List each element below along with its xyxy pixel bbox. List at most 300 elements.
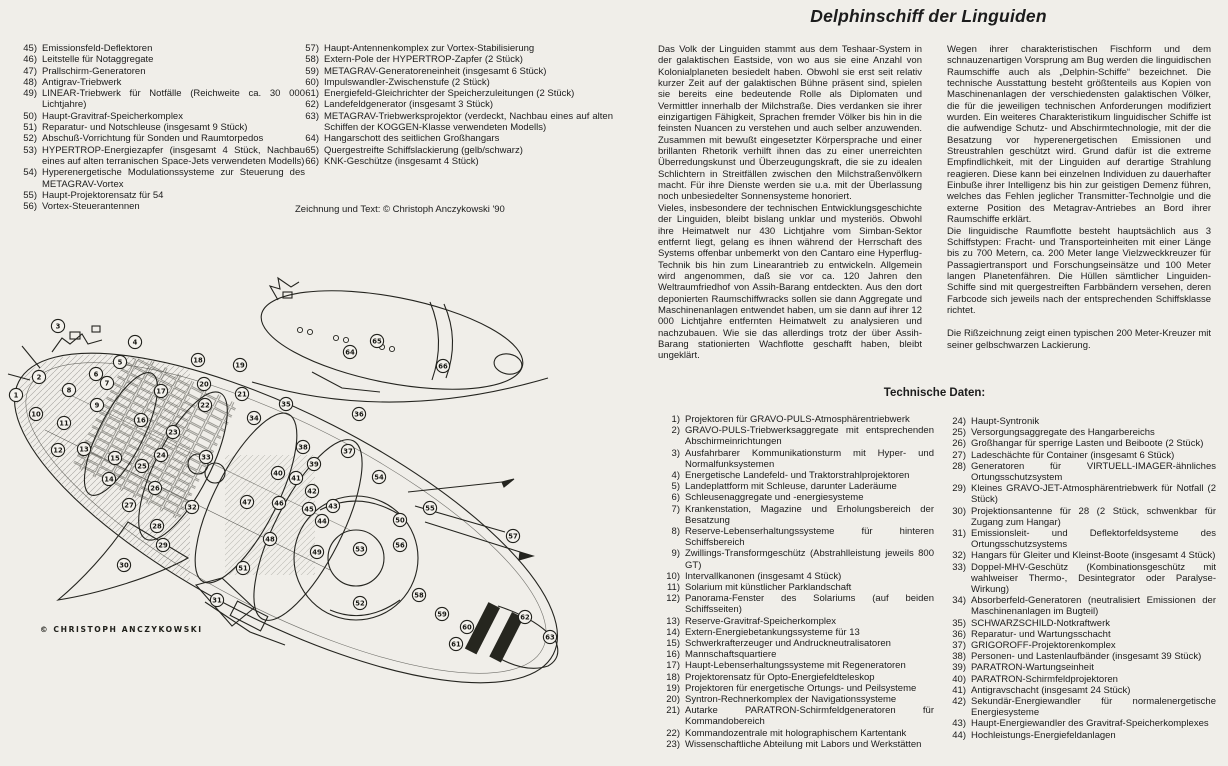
svg-text:9: 9 — [94, 401, 100, 410]
list-item — [944, 629, 1216, 640]
drawing-text-credit: Zeichnung und Text: © Christoph Anczykowski '90 — [295, 204, 505, 215]
callout-29 — [156, 538, 169, 551]
callout-49 — [310, 545, 323, 558]
svg-text:32: 32 — [187, 503, 197, 512]
callout-17 — [154, 384, 167, 397]
callout-8 — [62, 383, 75, 396]
item-number: 3) — [671, 447, 680, 459]
svg-text:12: 12 — [53, 446, 63, 455]
callout-1 — [9, 388, 22, 401]
list-item — [295, 54, 613, 65]
svg-text:4: 4 — [132, 338, 138, 347]
list-item — [658, 672, 934, 683]
svg-text:34: 34 — [249, 414, 259, 423]
body-column-1 — [658, 44, 922, 362]
item-text: Prallschirm-Generatoren — [42, 65, 146, 77]
item-text: Ladeschächte für Container (insgesamt 6 Stück) — [971, 449, 1175, 461]
svg-text:27: 27 — [124, 501, 134, 510]
svg-text:61: 61 — [451, 640, 461, 649]
list-item — [13, 88, 305, 111]
list-item — [658, 470, 934, 481]
item-number: 56) — [23, 201, 37, 213]
item-number: 32) — [952, 550, 966, 562]
callout-65 — [370, 334, 383, 347]
callout-25 — [135, 459, 148, 472]
list-item — [944, 506, 1216, 528]
callout-46 — [272, 496, 285, 509]
item-number: 41) — [952, 684, 966, 696]
callout-40 — [271, 466, 284, 479]
callout-57 — [506, 529, 519, 542]
callout-37 — [341, 444, 354, 457]
list-item — [13, 111, 305, 122]
svg-text:33: 33 — [201, 453, 211, 462]
item-text: Krankenstation, Magazine und Erholungsbereich der Besatzung — [685, 503, 934, 526]
list-item — [295, 66, 613, 77]
list-item — [13, 77, 305, 88]
item-number: 60) — [305, 76, 319, 88]
svg-text:58: 58 — [414, 591, 424, 600]
list-item — [944, 483, 1216, 505]
svg-text:49: 49 — [312, 548, 322, 557]
svg-text:26: 26 — [150, 484, 160, 493]
list-item — [13, 190, 305, 201]
item-number: 50) — [23, 110, 37, 122]
list-item — [295, 88, 613, 99]
item-number: 28) — [952, 460, 966, 472]
svg-text:64: 64 — [345, 348, 355, 357]
svg-text:59: 59 — [437, 610, 447, 619]
item-text: Großhangar für sperrige Lasten und Beiboote (2 Stück) — [971, 438, 1204, 450]
item-number: 58) — [305, 54, 319, 66]
svg-text:7: 7 — [104, 379, 110, 388]
item-text: Syntron-Rechnerkomplex der Navigationssysteme — [685, 694, 897, 706]
callout-4 — [128, 335, 141, 348]
list-item — [13, 201, 305, 212]
callout-2 — [32, 370, 45, 383]
item-text: Schleusenaggregate und -energiesysteme — [685, 492, 864, 504]
item-text: Extern-Energiebetankungssysteme für 13 — [685, 626, 860, 638]
list-item — [658, 728, 934, 739]
callout-53 — [353, 542, 366, 555]
list-item — [658, 448, 934, 470]
callout-45 — [302, 502, 315, 515]
item-text: LINEAR-Triebwerk für Notfälle (Reichweite ca. 30 000 Lichtjahre) — [42, 88, 305, 111]
tech-list-24-44 — [944, 416, 1216, 741]
item-number: 64) — [305, 133, 319, 145]
item-text: Landeplattform mit Schleuse, darunter Laderäume — [685, 481, 897, 493]
list-item — [944, 662, 1216, 673]
svg-text:57: 57 — [508, 532, 518, 541]
svg-text:35: 35 — [281, 400, 291, 409]
item-number: 21) — [666, 705, 680, 717]
callout-22 — [198, 398, 211, 411]
item-text: Intervallkanonen (insgesamt 4 Stück) — [685, 570, 842, 582]
callout-31 — [210, 593, 223, 606]
svg-text:36: 36 — [354, 410, 364, 419]
item-number: 65) — [305, 144, 319, 156]
svg-text:1: 1 — [13, 391, 19, 400]
item-number: 18) — [666, 671, 680, 683]
paragraph: Vieles, insbesondere der technischen Entwicklungsgeschichte der Linguiden, bleibt bislang unklar und mysteriös. Obwohl ihre Heimatwelt nur 430 Lichtjahre vom Simban-Sektor entfernt liegt, gelang es ihnen während der Herrschaft des Systems offenbar unbemerkt von den Cantaro eine Hyperflug-Technik bis hin zum Linearantrieb zu entwickeln. Allgemein wird angenommen, daß sie vor ca. 120 Jahren den Weltraumfriedhof von Assih-Barang entdeckten. Aus den dort deponierten Raumschiffwracks sollen sie dann Aggregate und Maschinenanlagen entwendet haben, um sie dann auf ihrer 12 000 Lichtjahre entfernten Heimatwelt zu analysieren und nachzubauen. Wie sie das allerdings trotz der über Assih-Barang stationierten Wachflotte geschafft haben, bleibt ungeklärt. — [658, 202, 922, 362]
item-number: 53) — [23, 144, 37, 156]
item-text: Vortex-Steuerantennen — [42, 201, 140, 213]
item-text: Hangarschott des seitlichen Großhangars — [324, 133, 500, 145]
callout-19 — [233, 358, 246, 371]
list-item — [658, 425, 934, 447]
item-text: Reserve-Lebenserhaltungssysteme für hinteren Schiffsbereich — [685, 526, 934, 549]
item-number: 2) — [671, 425, 680, 437]
list-item — [944, 674, 1216, 685]
paragraph: Die linguidische Raumflotte besteht hauptsächlich aus 3 Schiffstypen: Fracht- und Transporteinheiten mit einer Länge bis zu 700 Metern, ca. 200 Meter lange Vielzweckkreuzer für Passagiertransport und Forschungseinsätze und 100 Meter langen Planetenfähren. Die Hüllen sämtlicher Linguiden-Schiffe sind mit quergestreiften Farbbändern versehen, deren Farbcode sich jeweils nach der entsprechenden Schiffsklasse richtet. — [947, 225, 1211, 316]
item-text: Hochleistungs-Energiefeldanlagen — [971, 729, 1116, 741]
solarium-window — [205, 463, 225, 483]
list-item — [658, 414, 934, 425]
item-number: 11) — [666, 582, 680, 594]
item-text: Projektionsantenne für 28 (2 Stück, schwenkbar für Zugang zum Hangar) — [971, 505, 1216, 528]
list-item — [658, 705, 934, 727]
callout-51 — [236, 561, 249, 574]
callout-60 — [460, 620, 473, 633]
item-text: PARATRON-Schirmfeldprojektoren — [971, 673, 1118, 685]
svg-text:6: 6 — [93, 370, 99, 379]
paragraph: Wegen ihrer charakteristischen Fischform und dem schnauzenartigen Vorsprung am Bug werden die linguidischen Raumschiffe auch als „Delphin-Schiffe“ bezeichnet. Die technische Ausstattung besteht größtenteils aus Kopien von Maschinenanlagen der verschiedensten galaktischen Völker, die für die jeweiligen technischen Anforderungen modifiziert wurden. Ein weiteres Charakteristikum linguidischer Schiffe ist die aufwendige Schutz- und Abschirmtechnologie, mit der die Besatzung vor hyperenergetischen Emissionen und Streustrahlen geschützt wird. Grund dafür ist die extreme Empfindlichkeit, mit der Linguiden auf derartige Strahlung reagieren. Diese kann bei einzelnen Individuen zu dauerhafter Einbuße ihrer Intelligenz bis hin zur geistigen Demenz führen, welches das Fehlen jeglicher Transmitter-Technolgie und die externe Position des Metagrav-Antriebes an Bord ihrer Raumschiffe erklärt. — [947, 44, 1211, 226]
item-text: Projektoren für energetische Ortungs- und Peilsysteme — [685, 682, 917, 694]
item-number: 40) — [952, 673, 966, 685]
list-item — [944, 416, 1216, 427]
item-number: 27) — [952, 449, 966, 461]
list-item — [658, 548, 934, 570]
svg-text:56: 56 — [395, 541, 405, 550]
callout-14 — [102, 472, 115, 485]
list-item — [295, 156, 613, 167]
item-text: Versorgungsaggregate des Hangarbereichs — [971, 427, 1155, 439]
item-text: SCHWARZSCHILD-Notkraftwerk — [971, 617, 1110, 629]
list-item — [944, 640, 1216, 651]
item-text: Emissionsfeld-Deflektoren — [42, 43, 153, 54]
callout-5 — [113, 355, 126, 368]
callout-43 — [326, 499, 339, 512]
hangar-door-line — [312, 372, 380, 392]
list-item — [658, 504, 934, 526]
item-text: Kleines GRAVO-JET-Atmosphärentriebwerk für Notfall (2 Stück) — [971, 483, 1216, 506]
list-item — [13, 133, 305, 144]
callout-50 — [393, 513, 406, 526]
cutaway-drawing — [0, 240, 645, 760]
item-number: 6) — [671, 492, 680, 504]
list-item — [944, 461, 1216, 483]
list-item — [944, 438, 1216, 449]
item-number: 51) — [23, 122, 37, 134]
callout-59 — [435, 607, 448, 620]
list-item — [944, 618, 1216, 629]
list-item — [944, 450, 1216, 461]
list-item — [295, 43, 613, 54]
svg-text:48: 48 — [265, 535, 275, 544]
list-item — [295, 145, 613, 156]
svg-text:3: 3 — [55, 322, 61, 331]
svg-text:38: 38 — [298, 443, 308, 452]
list-item — [295, 99, 613, 110]
list-item — [658, 638, 934, 649]
list-item — [658, 526, 934, 548]
item-number: 44) — [952, 729, 966, 741]
callout-62 — [518, 610, 531, 623]
callout-41 — [289, 471, 302, 484]
tech-data-heading: Technische Daten: — [883, 387, 986, 399]
list-item — [658, 649, 934, 660]
item-text: Energetische Landefeld- und Traktorstrahlprojektoren — [685, 470, 910, 482]
svg-text:54: 54 — [374, 473, 384, 482]
item-number: 5) — [671, 481, 680, 493]
item-number: 63) — [305, 110, 319, 122]
item-number: 37) — [952, 640, 966, 652]
list-item — [658, 593, 934, 615]
item-number: 17) — [666, 660, 680, 672]
list-item — [944, 718, 1216, 729]
list-item — [658, 627, 934, 638]
item-number: 9) — [671, 548, 680, 560]
svg-text:41: 41 — [291, 474, 301, 483]
callout-58 — [412, 588, 425, 601]
svg-text:65: 65 — [372, 337, 382, 346]
item-number: 48) — [23, 76, 37, 88]
svg-text:24: 24 — [156, 451, 166, 460]
callout-44 — [315, 514, 328, 527]
svg-text:10: 10 — [31, 410, 41, 419]
svg-text:66: 66 — [438, 362, 448, 371]
svg-text:63: 63 — [545, 633, 555, 642]
list-item — [944, 595, 1216, 617]
item-text: Extern-Pole der HYPERTROP-Zapfer (2 Stück) — [324, 54, 523, 66]
callout-6 — [89, 367, 102, 380]
item-text: Hangars für Gleiter und Kleinst-Boote (insgesamt 4 Stück) — [971, 550, 1216, 562]
svg-text:18: 18 — [193, 356, 203, 365]
list-item — [13, 66, 305, 77]
callout-7 — [100, 376, 113, 389]
caption-note: Die Rißzeichnung zeigt einen typischen 200 Meter-Kreuzer mit seiner gelbschwarzen Lackierung. — [947, 328, 1211, 351]
callout-36 — [352, 407, 365, 420]
svg-text:14: 14 — [104, 475, 114, 484]
item-number: 38) — [952, 651, 966, 663]
body-column-2 — [947, 44, 1211, 351]
exterior-view-ship — [252, 272, 548, 407]
svg-text:25: 25 — [137, 462, 147, 471]
item-number: 34) — [952, 595, 966, 607]
callout-27 — [122, 498, 135, 511]
callout-30 — [117, 558, 130, 571]
item-number: 7) — [671, 503, 680, 515]
item-number: 30) — [952, 505, 966, 517]
page-title: Delphinschiff der Linguiden — [810, 6, 1047, 26]
list-item — [13, 145, 305, 168]
callout-38 — [296, 440, 309, 453]
callout-15 — [108, 451, 121, 464]
list-item — [658, 616, 934, 627]
callout-18 — [191, 353, 204, 366]
svg-text:15: 15 — [110, 454, 120, 463]
list-item — [13, 122, 305, 133]
svg-text:55: 55 — [425, 504, 435, 513]
list-item — [658, 683, 934, 694]
svg-text:44: 44 — [317, 517, 327, 526]
item-text: Autarke PARATRON-Schirmfeldgeneratoren für Kommandobereich — [685, 705, 934, 728]
item-number: 57) — [305, 43, 319, 54]
svg-text:51: 51 — [238, 564, 248, 573]
callout-23 — [166, 425, 179, 438]
callout-55 — [423, 501, 436, 514]
svg-text:31: 31 — [212, 596, 222, 605]
parts-list-57-66 — [295, 43, 613, 167]
item-text: KNK-Geschütze (insgesamt 4 Stück) — [324, 155, 479, 167]
list-item — [944, 696, 1216, 718]
item-text: Kommandozentrale mit holographischem Kartentank — [685, 727, 907, 739]
list-item — [944, 651, 1216, 662]
callout-52 — [353, 596, 366, 609]
item-text: GRIGOROFF-Projektorenkomplex — [971, 640, 1116, 652]
svg-text:2: 2 — [36, 373, 42, 382]
svg-text:46: 46 — [274, 499, 284, 508]
svg-text:47: 47 — [242, 498, 252, 507]
item-number: 4) — [671, 470, 680, 482]
item-number: 33) — [952, 561, 966, 573]
item-text: Reparatur- und Wartungsschacht — [971, 628, 1111, 640]
svg-text:16: 16 — [136, 416, 146, 425]
list-item — [944, 730, 1216, 741]
item-text: Schwerkrafterzeuger und Andruckneutralisatoren — [685, 638, 891, 650]
svg-text:52: 52 — [355, 599, 365, 608]
list-item — [658, 481, 934, 492]
svg-text:40: 40 — [273, 469, 283, 478]
item-text: Zwillings-Transformgeschütz (Abstrahlleistung jeweils 800 GT) — [685, 548, 934, 571]
item-number: 12) — [666, 593, 680, 605]
item-text: GRAVO-PULS-Triebwerksaggregate mit entsprechenden Abschirmeinrichtungen — [685, 425, 934, 448]
item-number: 23) — [666, 738, 680, 750]
item-text: Antigravschacht (insgesamt 24 Stück) — [971, 684, 1131, 696]
list-item — [944, 562, 1216, 596]
item-number: 25) — [952, 427, 966, 439]
list-item — [658, 660, 934, 671]
callout-56 — [393, 538, 406, 551]
svg-text:5: 5 — [117, 358, 123, 367]
list-item — [658, 571, 934, 582]
item-number: 49) — [23, 88, 37, 100]
callout-34 — [247, 411, 260, 424]
callout-24 — [154, 448, 167, 461]
item-text: Haupt-Energiewandler des Gravitraf-Speicherkomplexes — [971, 718, 1209, 730]
svg-text:13: 13 — [79, 445, 89, 454]
callout-9 — [90, 398, 103, 411]
item-number: 20) — [666, 694, 680, 706]
svg-text:11: 11 — [59, 419, 69, 428]
item-text: Antigrav-Triebwerk — [42, 76, 122, 88]
callout-33 — [199, 450, 212, 463]
item-number: 1) — [671, 414, 680, 425]
callout-28 — [150, 519, 163, 532]
svg-text:23: 23 — [168, 428, 178, 437]
item-text: Emissionsleit- und Deflektorfeldsysteme des Ortungsschutzsystems — [971, 528, 1216, 551]
svg-text:17: 17 — [156, 387, 166, 396]
svg-text:43: 43 — [328, 502, 338, 511]
callout-21 — [235, 387, 248, 400]
callout-12 — [51, 443, 64, 456]
item-number: 39) — [952, 662, 966, 674]
item-text: Personen- und Lastenlaufbänder (insgesamt 39 Stück) — [971, 651, 1202, 663]
item-number: 31) — [952, 528, 966, 540]
list-item — [658, 694, 934, 705]
item-text: PARATRON-Wartungseinheit — [971, 662, 1094, 674]
item-number: 22) — [666, 727, 680, 739]
callout-11 — [57, 416, 70, 429]
list-item — [944, 427, 1216, 438]
item-text: Panorama-Fenster des Solariums (auf beiden Schiffsseiten) — [685, 593, 934, 616]
item-text: Haupt-Antennenkomplex zur Vortex-Stabilisierung — [324, 43, 535, 54]
item-number: 43) — [952, 718, 966, 730]
item-text: Wissenschaftliche Abteilung mit Labors und Werkstätten — [685, 738, 922, 750]
item-number: 55) — [23, 189, 37, 201]
item-text: Abschuß-Vorrichtung für Sonden und Raumtorpedos — [42, 133, 264, 145]
item-text: Hyperenergetische Modulationssysteme zur Steuerung des METAGRAV-Vortex — [42, 167, 305, 190]
item-text: Reserve-Gravitraf-Speicherkomplex — [685, 615, 836, 627]
item-text: Projektorensatz für Opto-Energiefeldteleskop — [685, 671, 875, 683]
item-text: Reparatur- und Notschleuse (insgesamt 9 Stück) — [42, 122, 248, 134]
item-text: Solarium mit künstlicher Parklandschaft — [685, 582, 852, 594]
list-item — [295, 111, 613, 134]
svg-text:60: 60 — [462, 623, 472, 632]
svg-text:19: 19 — [235, 361, 245, 370]
item-text: Mannschaftsquartiere — [685, 649, 777, 661]
svg-text:21: 21 — [237, 390, 247, 399]
list-item — [944, 550, 1216, 561]
callout-42 — [305, 484, 318, 497]
svg-text:8: 8 — [66, 386, 72, 395]
svg-text:53: 53 — [355, 545, 365, 554]
callout-47 — [240, 495, 253, 508]
callout-35 — [279, 397, 292, 410]
lower-fin — [196, 578, 254, 626]
list-item — [295, 77, 613, 88]
svg-text:20: 20 — [199, 380, 209, 389]
callout-20 — [197, 377, 210, 390]
item-number: 47) — [23, 65, 37, 77]
list-item — [658, 582, 934, 593]
svg-text:22: 22 — [200, 401, 210, 410]
item-text: METAGRAV-Triebwerksprojektor (verdeckt, Nachbau eines auf alten Schiffen der KOGGEN-Klasse verwendeten Modells) — [324, 110, 613, 134]
item-text: Haupt-Gravitraf-Speicherkomplex — [42, 110, 183, 122]
svg-text:29: 29 — [158, 541, 168, 550]
item-number: 52) — [23, 133, 37, 145]
item-number: 26) — [952, 438, 966, 450]
item-number: 29) — [952, 483, 966, 495]
svg-text:45: 45 — [304, 505, 314, 514]
list-item — [13, 167, 305, 190]
list-item — [944, 685, 1216, 696]
item-number: 16) — [666, 649, 680, 661]
svg-text:30: 30 — [119, 561, 129, 570]
item-text: Ausfahrbarer Kommunikationsturm mit Hyper- und Normalfunksystemen — [685, 447, 934, 470]
svg-text:42: 42 — [307, 487, 317, 496]
item-text: Leitstelle für Notaggregate — [42, 54, 154, 66]
item-number: 10) — [666, 570, 680, 582]
item-text: Generatoren für VIRTUELL-IMAGER-ähnliches Ortungsschutzsystem — [971, 460, 1216, 484]
item-text: METAGRAV-Generatoreneinheit (insgesamt 6 Stück) — [324, 65, 547, 77]
callout-66 — [436, 359, 449, 372]
callout-16 — [134, 413, 147, 426]
list-item — [295, 133, 613, 144]
callout-64 — [343, 345, 356, 358]
item-number: 15) — [666, 638, 680, 650]
item-number: 36) — [952, 628, 966, 640]
